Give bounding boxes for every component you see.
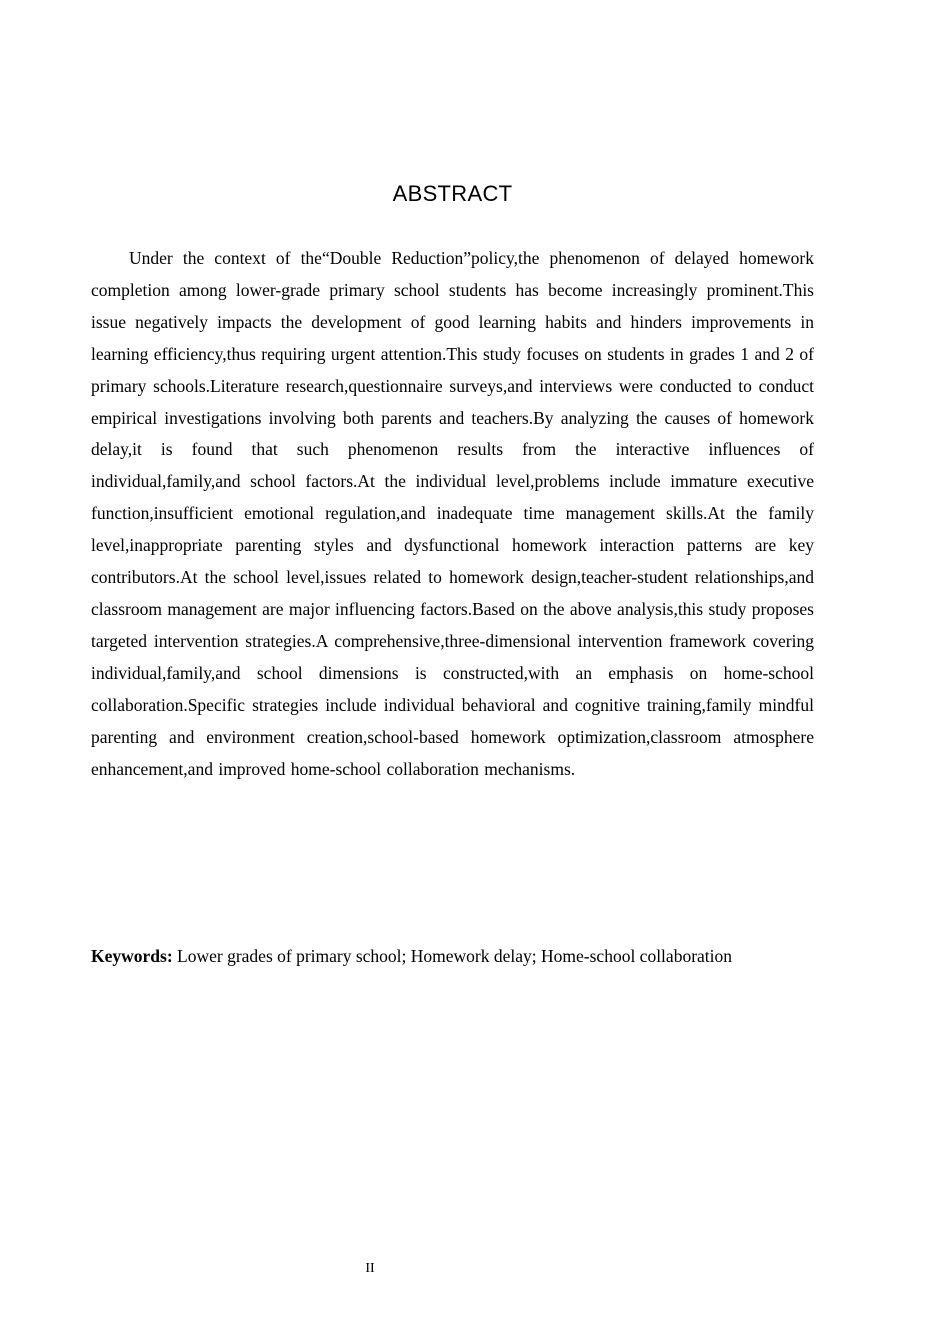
keywords-line	[91, 941, 814, 972]
abstract-title: ABSTRACT	[392, 181, 513, 206]
abstract-paragraph: Under the context of the“Double Reduction”policy,the phenomenon of delayed homework completion among lower-grade primary school students has become increasingly prominent.This issue negatively impacts the development of good learning habits and hinders improvements in learning efficiency,thus requiring urgent attention.This study focuses on students in grades 1 and 2 of primary schools.Literature research,questionnaire surveys,and interviews were conducted to conduct empirical investigations involving both parents and teachers.By analyzing the causes of homework delay,it is found that such phenomenon results from the interactive influences of individual,family,and school factors.At the individual level,problems include immature executive function,insufficient emotional regulation,and inadequate time management skills.At the family level,inappropriate parenting styles and dysfunctional homework interaction patterns are key contributors.At the school level,issues related to homework design,teacher-student relationships,and classroom management are major influencing factors.Based on the above analysis,this study proposes targeted intervention strategies.A comprehensive,three-dimensional intervention framework covering individual,family,and school dimensions is constructed,with an emphasis on home-school collaboration.Specific strategies include individual behavioral and cognitive training,family mindful parenting and environment creation,school-based homework optimization,classroom atmosphere enhancement,and improved home-school collaboration mechanisms.	[91, 248, 814, 779]
page-number: II	[365, 1261, 375, 1276]
keywords-label: Keywords:	[91, 946, 173, 966]
keywords-text: Lower grades of primary school; Homework delay; Home-school collaboration	[177, 946, 733, 966]
